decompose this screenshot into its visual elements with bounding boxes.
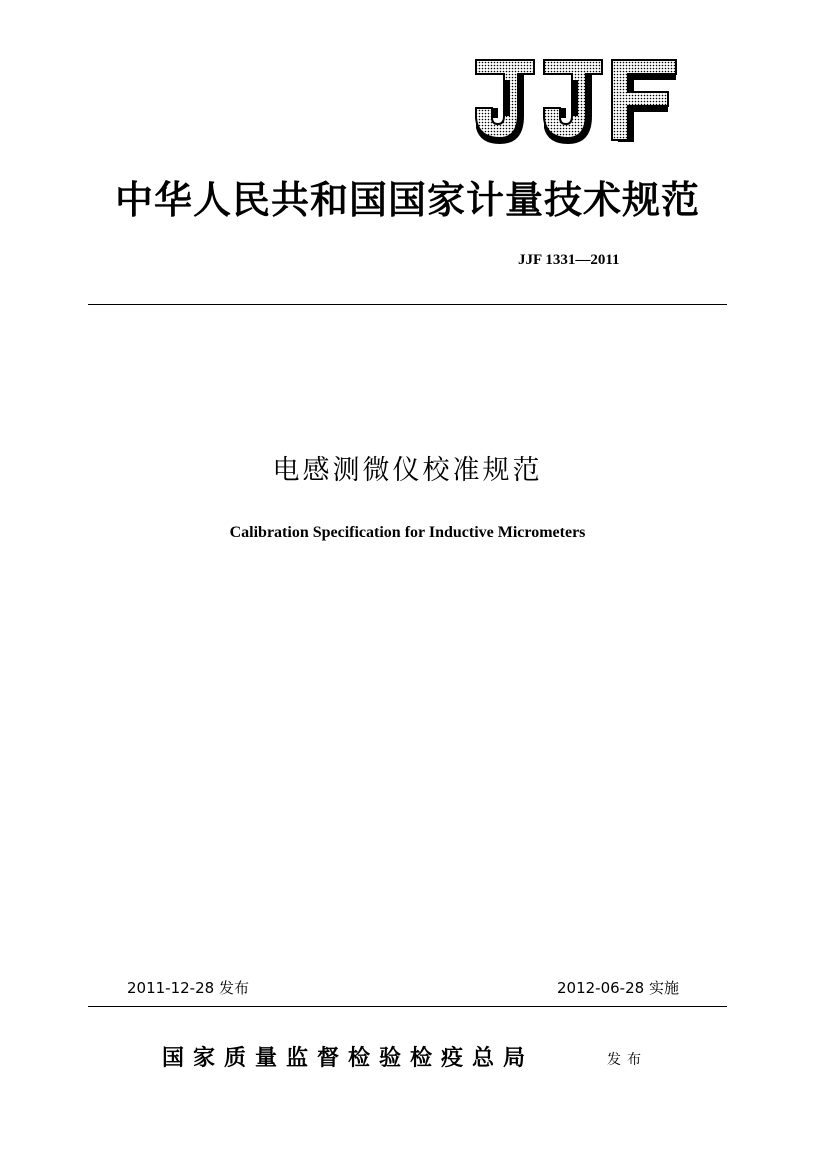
logo-letter-f (612, 60, 676, 142)
issue-date: 2011-12-28 发布 (127, 979, 249, 997)
logo-letter-j1 (476, 60, 534, 144)
implementation-date: 2012-06-28 实施 (557, 979, 679, 997)
logo-letter-j2 (544, 60, 602, 144)
top-divider (88, 304, 727, 305)
standard-code: JJF 1331—2011 (518, 252, 620, 268)
publisher-name: 国家质量监督检验检疫总局 (162, 1045, 535, 1071)
jjf-logo-icon (472, 58, 680, 144)
publish-label: 发布 (607, 1052, 647, 1068)
document-title-cn: 电感测微仪校准规范 (272, 455, 543, 486)
jjf-emblem-logo (472, 58, 680, 144)
national-standard-title: 中华人民共和国国家计量技术规范 (114, 177, 700, 222)
bottom-divider (88, 1006, 727, 1007)
document-title-en: Calibration Specification for Inductive Micrometers (229, 524, 586, 541)
